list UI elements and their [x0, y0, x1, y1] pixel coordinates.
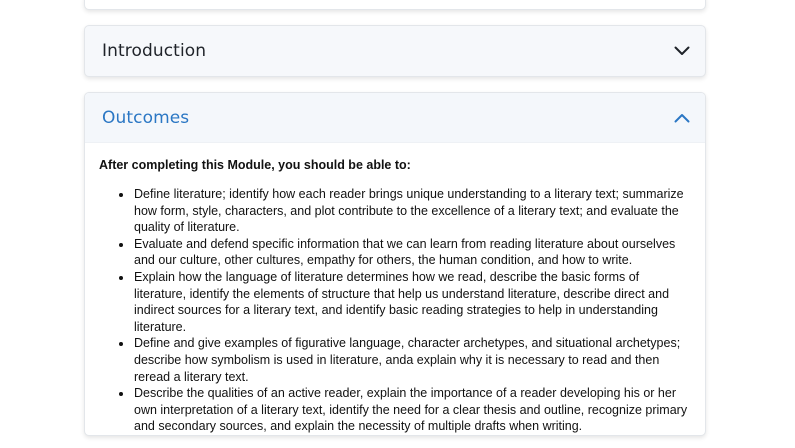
outcome-item: • Explain how the language of literature determines how we read, describe the basic forms of literature, identify the elements of structure that help us understand literature, describe direct and indirect sources for a literary text, and identify basic reading strategies to help in understanding literature.: [133, 269, 691, 335]
previous-section-card: [84, 0, 706, 10]
accordion-body-outcomes: [85, 143, 705, 435]
chevron-down-icon[interactable]: [673, 42, 691, 60]
outcome-item: • Describe the qualities of an active reader, explain the importance of a reader developing his or her own interpretation of a literary text, identify the need for a clear thesis and outline, recognize primary and secondary sources, and explain the necessity of multiple drafts when writing.: [133, 385, 691, 435]
outcome-item: • Define literature; identify how each reader brings unique understanding to a literary text; summarize how form, style, characters, and plot contribute to the excellence of a literary text; and evaluate the quality of literature.: [133, 186, 691, 236]
outcome-item: • Define and give examples of figurative language, character archetypes, and situational archetypes; describe how symbolism is used in literature, anda explain why it is necessary to read and then reread a literary text.: [133, 335, 691, 385]
accordion-title-outcomes: Outcomes: [102, 107, 190, 128]
accordion-title-introduction: Introduction: [102, 41, 207, 61]
accordion-outcomes: [84, 92, 706, 436]
outcome-item: • Evaluate and defend specific information that we can learn from reading literature about ourselves and our culture, other cultures, empathy for others, the human condition, and how to write.: [133, 236, 691, 269]
accordion-introduction: [84, 25, 706, 77]
accordion-header-outcomes[interactable]: [85, 93, 705, 143]
accordion-header-introduction[interactable]: [85, 26, 705, 76]
chevron-up-icon[interactable]: [673, 109, 691, 127]
outcomes-lead-text: After completing this Module, you should be able to:: [99, 158, 411, 172]
outcomes-list: [99, 186, 691, 435]
